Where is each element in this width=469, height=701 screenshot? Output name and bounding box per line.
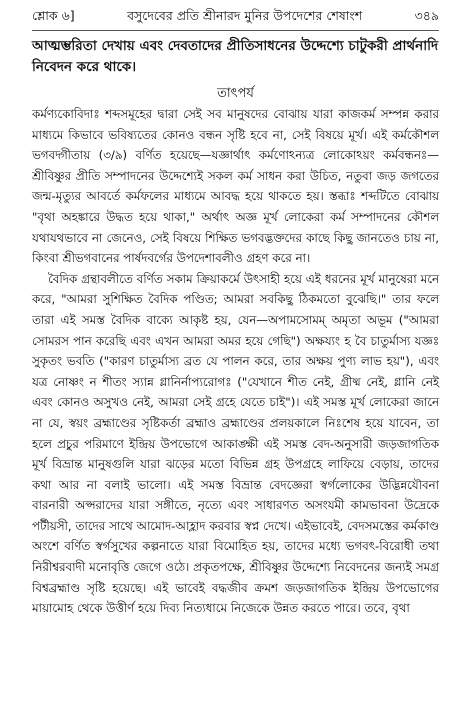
page-number: ৩৪৯ — [414, 8, 439, 23]
running-title: বসুদেবের প্রতি শ্রীনারদ মুনির উপদেশের শেষাংশ — [127, 8, 363, 23]
verse-reference: শ্লোক ৬] — [32, 8, 75, 23]
page-header — [32, 8, 439, 31]
purport-paragraph-1: কর্মণ্যকোবিদাঃ শব্দসমূহের দ্বারা সেই সব মানুষদের বোঝায় যারা কাজকর্ম সম্পন্ন করার মাধ্যমে কিভাবে ভবিষ্যতের কোনও বন্ধন সৃষ্টি হবে না, সেই বিষয়ে মূর্খ। এই কর্মকৌশল ভগবদ্গীতায় (৩/৯) বর্ণিত হয়েছে—যজ্ঞার্থাৎ কর্মণোঽন্যত্র লোকোঽয়ং কর্মবন্ধনঃ—শ্রীবিষ্ণুর প্রীতি সম্পাদনের উদ্দেশ্যেই সকল কর্ম সাধন করা উচিত, নতুবা জড় জগতের জন্ম-মৃত্যুর আবর্তে কর্মফলের মাধ্যমে আবদ্ধ হয়ে থাকতে হয়। স্তব্ধাঃ শব্দটিতে বোঝায় "বৃথা অহঙ্কারে উদ্ধত হয়ে থাকা," অর্থাৎ অজ্ঞ মূর্খ লোকেরা কর্ম সম্পাদনের কৌশল যথাযথভাবে না জেনেও, সেই বিষয়ে শিক্ষিত ভগবদ্ভক্তদের কাছে কিছু জানতেও চায় না, কিংবা শ্রীভগবানের পার্ষদবর্গের উপদেশাবলীও গ্রহণ করে না। — [32, 107, 439, 266]
page-body — [32, 36, 439, 619]
purport-paragraph-2: বৈদিক গ্রন্থাবলীতে বর্ণিত সকাম ক্রিয়াকর্মে উৎসাহী হয়ে এই ধরনের মূর্খ মানুষেরা মনে করে, "আমরা সুশিক্ষিত বৈদিক পণ্ডিত; আমরা সবকিছু ঠিকমতো বুঝেছি।" তার ফলে তারা এই সমস্ত বৈদিক বাক্যে আকৃষ্ট হয়, যেন—অপামসোমম্ অমৃতা অভূম ("আমরা সোমরস পান করেছি এবং এখন আমরা অমর হয়ে গেছি") অক্ষয্যং হ বৈ চাতুর্মাস্য যজ্ঞঃ সুকৃতং ভবতি ("কারণ চাতুর্মাস্য ব্রত যে পালন করে, তার অক্ষয় পুণ্য লাভ হয়"), এবং যত্র নোষ্ণং ন শীতং স্যান্ন গ্লানির্নাপ্যরোগঃ ("যেখানে শীত নেই, গ্রীষ্ম নেই, গ্লানি নেই এবং কোনও অসুখও নেই, আমরা সেই গ্রহে যেতে চাই")। এই সমস্ত মূর্খ লোকেরা জানে না যে, স্বয়ং ব্রহ্মাণ্ডের সৃষ্টিকর্তা ব্রহ্মাও ব্রহ্মাণ্ডের প্রলয়কালে নিঃশেষ হয়ে যাবেন, তা হলে প্রচুর পরিমাণে ইন্দ্রিয় উপভোগে আকাঙ্ক্ষী এই সমস্ত বেদ-অনুসারী জড়জাগতিক মূর্খ বিভ্রান্ত মানুষগুলি যারা ঝড়ের মতো বিভিন্ন গ্রহ উপগ্রহে লাফিয়ে বেড়ায়, তাদের কথা আর না বলাই ভালো। এই সমস্ত বিভ্রান্ত বেদজ্ঞেরা স্বর্গলোকের উদ্ভিন্নযৌবনা বারনারী অপ্সরাদের যারা সঙ্গীতে, নৃত্যে এবং সাধারণত অসংযমী কামভাবনা উদ্রেকে পটীয়সী, তাদের সাথে আমোদ-আহ্লাদ করবার স্বপ্ন দেখে। এইভাবেই, বেদসমস্তের কর্মকাণ্ড অংশে বর্ণিত স্বর্গসুখের কল্পনাতে যারা বিমোহিত হয়, তাদের মধ্যে ভগবৎ-বিরোধী তথা নিরীশ্বরবাদী মনোবৃত্তি জেগে ওঠে। প্রকৃতপক্ষে, শ্রীবিষ্ণুর উদ্দেশ্যে নিবেদনের জন্যই সমগ্র বিশ্বব্রহ্মাণ্ড সৃষ্টি হয়েছে। এই ভাবেই বদ্ধজীব ক্রমশ জড়জাগতিক ইন্দ্রিয় উপভোগের মায়ামোহ থেকে উত্তীর্ণ হয়ে দিব্য নিত্যধামে নিজেকে উন্নত করতে পারে। তবে, বৃথা — [32, 271, 439, 616]
verse-translation: আত্মম্ভরিতা দেখায় এবং দেবতাদের প্রীতিসাধনের উদ্দেশ্যে চাটুকরী প্রার্থনাদি নিবেদন করে থাকে। — [32, 38, 439, 75]
purport-heading: তাৎপর্য — [217, 86, 254, 101]
